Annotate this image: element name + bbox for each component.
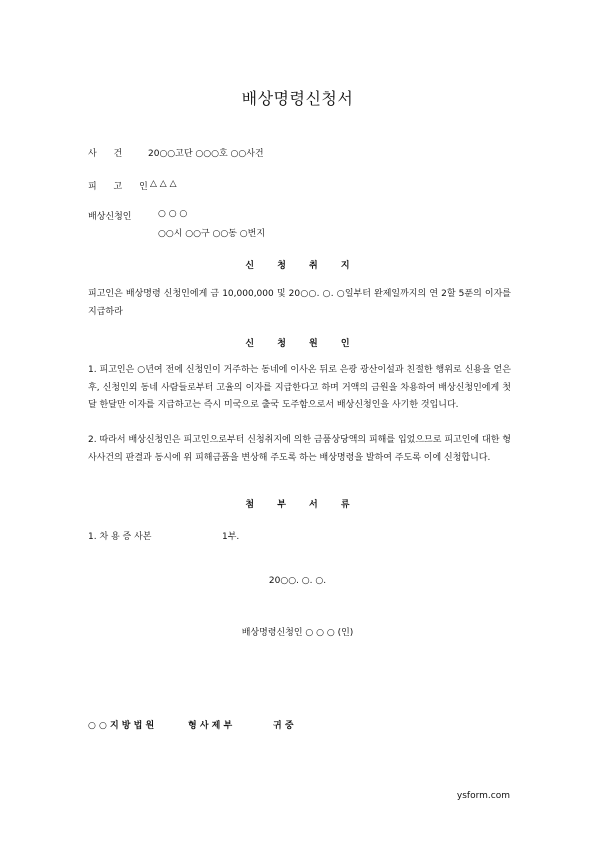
court-name: ○ ○ 지 방 법 원 xyxy=(88,721,155,731)
applicant-address: ○○시 ○○구 ○○동 ○번지 xyxy=(158,229,266,239)
applicant-name: ○ ○ ○ xyxy=(158,209,188,219)
applicant-label: 배상신청인 xyxy=(88,212,132,222)
defendant-label: 피 고 인 xyxy=(88,182,155,192)
document-title: 배상명령신청서 xyxy=(241,89,354,108)
applicant-signature: 배상명령신청인 ○ ○ ○ (인) xyxy=(241,628,354,638)
reason-paragraph-1: 1. 피고인은 ○년여 전에 신청인이 거주하는 동네에 이사온 뒤로 은광 광산이설과 친절한 행위로 신용을 얻은 후, 신청인외 동네 사람들로부터 고율의 이자를 지급한다고 하며 거액의 금원을 차용하여 배상신청인에게 첫 달 한달만 이자를 지급하고는 즉시 미국으로 출국 도주함으로서 배상신청인을 사기한 것입니다. xyxy=(88,365,511,411)
court-addressee xyxy=(88,718,294,731)
attachment-item-count: 1부. xyxy=(222,532,240,542)
section-heading-reason: 신 청 원 인 xyxy=(245,339,350,349)
court-recipient: 귀 중 xyxy=(273,721,294,731)
attachment-item-label: 1. 차 용 증 사본 xyxy=(88,532,152,542)
section-heading-attachments: 첨 부 서 류 xyxy=(245,500,350,510)
case-label: 사 건 xyxy=(88,149,130,159)
defendant-value: △ △ △ xyxy=(150,179,177,189)
court-division: 형 사 제 부 xyxy=(188,721,233,731)
section-heading-purpose: 신 청 취 지 xyxy=(245,261,350,271)
purpose-text: 피고인은 배상명령 신청인에게 금 10,000,000 및 20○○. ○. ○일부터 완제일까지의 연 2할 5푼의 이자를 지급하라 xyxy=(88,289,511,317)
reason-paragraph-2: 2. 따라서 배상신청인은 피고인으로부터 신청취지에 의한 금품상당액의 피해를 입었으므로 피고인에 대한 형사사건의 판결과 동시에 위 피해금품을 변상해 주도록 하는 배상명령을 발하여 주도록 이에 신청합니다. xyxy=(88,435,511,463)
footer-site: ysform.com xyxy=(456,791,510,801)
case-value: 20○○고단 ○○○호 ○○사건 xyxy=(148,149,264,159)
application-date: 20○○. ○. ○. xyxy=(268,576,327,586)
